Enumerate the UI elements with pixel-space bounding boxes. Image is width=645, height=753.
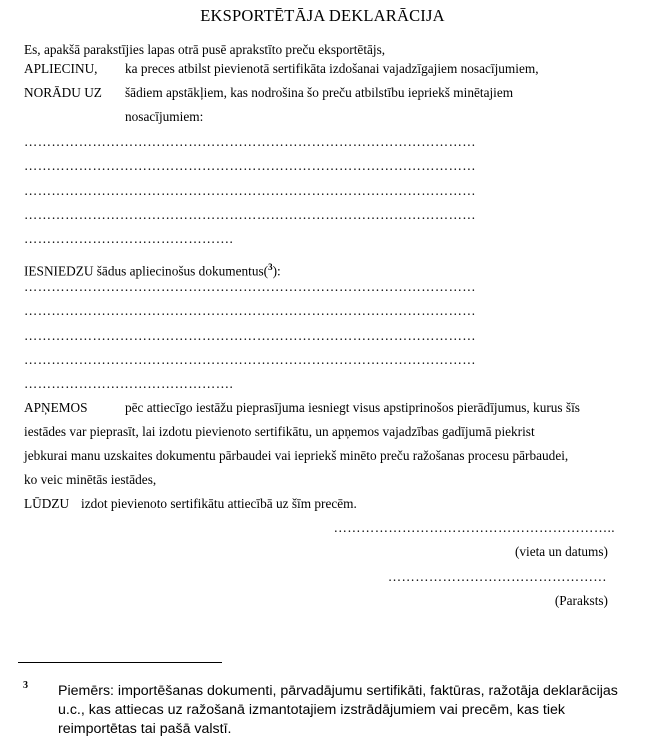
apliecinu-label: APLIECINU, [24, 61, 98, 76]
footnote-divider [18, 662, 222, 663]
fill-line-short: ………………………………………. [24, 376, 234, 391]
apnemos-line2: iestādes var pieprasīt, lai izdotu pievienoto sertifikātu, un apņemos vajadzības gadījumā piekrist [24, 424, 535, 439]
fill-line: ……………………………………………………………………………………… [24, 183, 476, 198]
iesniedzu-label: IESNIEDZU šādus apliecinošus dokumentus( [24, 263, 269, 279]
fill-line: ……………………………………………………………………………………… [24, 158, 476, 173]
apnemos-line4: ko veic minētās iestādes, [24, 472, 157, 487]
fill-line: ……………………………………………………………………………………… [24, 134, 476, 149]
apliecinu-text: ka preces atbilst pievienotā sertifikāta izdošanai vajadzīgajiem nosacījumiem, [125, 61, 539, 76]
iesniedzu-tail: ): [272, 263, 281, 279]
place-date-line: …………………………………………………….. [333, 520, 615, 535]
noradu-label: NORĀDU UZ [24, 85, 102, 100]
footnote-mark: 3 [23, 680, 28, 691]
fill-line: ……………………………………………………………………………………… [24, 352, 476, 367]
fill-line: ……………………………………………………………………………………… [24, 279, 476, 294]
fill-line-short: ………………………………………. [24, 231, 234, 246]
signature-line: ………………………………………… [387, 569, 607, 584]
apnemos-line3: jebkurai manu uzskaites dokumentu pārbaudei vai iepriekš minēto preču ražošanas procesu pārbaudei, [24, 448, 569, 463]
ludzu-label: LŪDZU [24, 496, 70, 511]
intro-text: Es, apakšā parakstījies lapas otrā pusē aprakstīto preču eksportētājs, [24, 42, 386, 57]
noradu-text-line1: šādiem apstākļiem, kas nodrošina šo preču atbilstību iepriekš minētajiem [125, 85, 514, 100]
ludzu-text: izdot pievienoto sertifikātu attiecībā uz šīm precēm. [81, 496, 357, 511]
noradu-text-line2: nosacījumiem: [125, 109, 204, 124]
fill-line: ……………………………………………………………………………………… [24, 328, 476, 343]
signature-label: (Paraksts) [554, 593, 608, 608]
fill-line: ……………………………………………………………………………………… [24, 207, 476, 222]
footnote-text: Piemērs: importēšanas dokumenti, pārvadājumu sertifikāti, faktūras, ražotāja deklarācijas u.c., kas attiecas uz ražošanā izmantotajiem izstrādājumiem vai precēm, kas tiek reimportētas tai pašā valstī. [58, 683, 618, 737]
apnemos-label: APŅEMOS [24, 400, 88, 415]
apnemos-line1: pēc attiecīgo iestāžu pieprasījuma iesniegt visus apstiprinošos pierādījumus, kurus šīs [125, 400, 580, 415]
place-date-label: (vieta un datums) [514, 544, 608, 559]
fill-line: ……………………………………………………………………………………… [24, 303, 476, 318]
footnote-ref: 3 [268, 262, 273, 272]
page-title: EKSPORTĒTĀJA DEKLARĀCIJA [200, 6, 445, 25]
iesniedzu-line [24, 262, 281, 279]
